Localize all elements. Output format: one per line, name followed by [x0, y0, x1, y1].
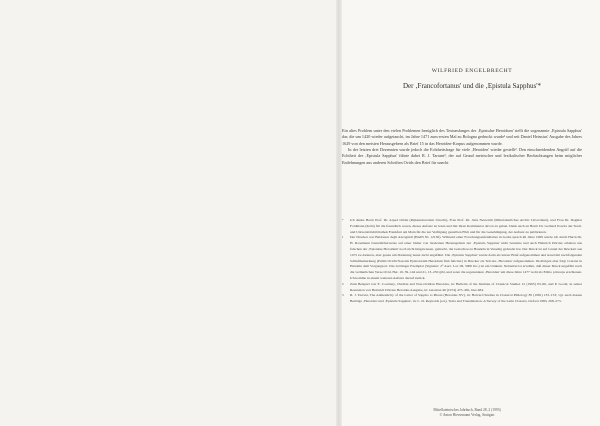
- footnote-number: 3: [342, 293, 344, 298]
- footnote-number: 1: [342, 235, 344, 240]
- article-author: WILFRIED ENGELBRECHT: [431, 68, 513, 74]
- footnote: [342, 235, 582, 281]
- footnote: [342, 293, 582, 305]
- right-page: [342, 0, 600, 426]
- footnote-number: *: [342, 218, 344, 222]
- body-paragraph: In der letzten drei Dezennien wurde jedoch die Echtheitsfrage für viele ‚Heroiden' wieder gestellt². Den einschneidenden Angriff auf die Echtheit der ‚Epistula Sapphus' führte dabei R. J. Tarrant³, der auf Grund metrischer und lexikalischer Beobachtungen beim möglicher Entlehnungen aus anderen Schriften Ovids den Brief für unecht: [342, 147, 582, 165]
- footnote-number: 2: [342, 281, 344, 286]
- article-body: [342, 128, 582, 166]
- journal-footer: [397, 408, 537, 418]
- article-title: Der ‚Francofortanus' und die ‚Epistula Sapphus'*: [402, 82, 542, 90]
- footnote: [342, 218, 582, 235]
- footnote-text: R. J. Tarrant, The Authenticity of the Letter of Sappho to Phaon (Heroides XV), in: Harvard Studies in Classical Philology 85 (1981) 133–153; vgl. auch dessen Beiträge ‚Heroides' und ‚Epistula Sapphus', in: L. D. Reynolds (ed.), Texts and Transmission. A Survey of the Latin Classics, Oxford 1983, 268–273.: [350, 293, 582, 304]
- journal-copyright: © Anton Hiersemann Verlag, Stuttgart: [439, 413, 495, 418]
- footnote-text: Zum Beispiel von E. Courtney, Ovidian and Non-Ovidian Heroides, in: Bulletin of the Institute of Classical Studies 12 (1965) 63–66, und P. Goold, in seiner Rezension von Heinrich Dörries Heroides Ausgabe, in: Gnomon 46 (1974) 475–481, hier 484.: [350, 281, 582, 292]
- footnote-text: Der Drucker war Baldassar degli Azzoguidi (HAIN Nr. 12136). Während einer Forschungsaufenthaltes in Gotha sprach im Jahre 1969 wurde ich durch Herrn Dr. H. Rosemann freundlicherweise auf einer bisher von modernen Herausgebern der ‚Epistula Sapphus' nicht benutzte und auch Heinrich Dörries arbeiten uns falschen der ‚Epistulae Heroidum' noch nicht hingewiesen, gemacht, die Gottschau zu Handeln in Venedig gedruckt hat. Der Druck ist auf Grund der Druckart aus 1475 zu datieren, aber genau um Datierung lauter nicht angeführt. Die ‚Epistula Sapphus' wurde darin als letzter Brief aufgenommen und stand mit nachfolgenden Schlußbemerkung (Publii Ovidii Nasonis Epistolarum Heroidum finit feliciter) in Drucker als Teil des ‚Heroiden' aufgenommen. Im übrigen aber folgt Cretanz in Handeln dem Vorgangsort. Das Göttinger Exemplar (Signatur: 2° Auct. Lat. III, 5000 Inc.) ist ein Unikum. Nebenbei ist erwähnt, daß dieser Druck ungefähr noch die vermutlichen Verse Ovid, Her. 16, 39–144 und 21, 13–250 gibt, und sonst die sogenannten ‚Heroiden' um diese Jahre 1477 wohl als Editio princeps erschienen. Ich komme in einem weiteren Aufsatz darauf zurück.: [350, 235, 582, 280]
- footnote-text: Ich danke Herrn Prof. Dr. Arpad Orbán (Rijksuniversiteit Utrecht), Frau Prof. Dr. Jutta Neuwirth (Mittelalterliches Archiv Unverdient), und Frau Dr. Dagmar Foldmann (Köln) für die freundlich waren, dieses Aufsatz zu lesen und mir ihren Kommentar davon zu geben. Dank auch an Herrn Dr. Gerhard Powitz der Stadt- und Universitätsbibliothek Frankfurt am Main für die zur Verfügung gestellten Film und für die Genehmigung, der Aufsatz zu publizieren.: [350, 218, 582, 234]
- footnote: [342, 282, 582, 294]
- footnotes: [342, 218, 582, 305]
- body-paragraph: Ein altes Problem unter den vielen Problemen bezüglich des Textumfanges der ‚Epistulae Heroidum' stellt die sogenannte ‚Epistula Sapphus' dar, die um 1420 wieder aufgetaucht, im Jahre 1471 zum ersten Mal zu Bologna gedruckt wurde¹ und seit Daniel Heinsius' Ausgabe des Jahres 1629 von den meisten Herausgebern als Brief 15 in das Heroiden-Korpus aufgenommen wurde.: [342, 128, 582, 146]
- journal-citation: Mittellateinisches Jahrbuch, Band 28, 2 (1993): [433, 408, 501, 412]
